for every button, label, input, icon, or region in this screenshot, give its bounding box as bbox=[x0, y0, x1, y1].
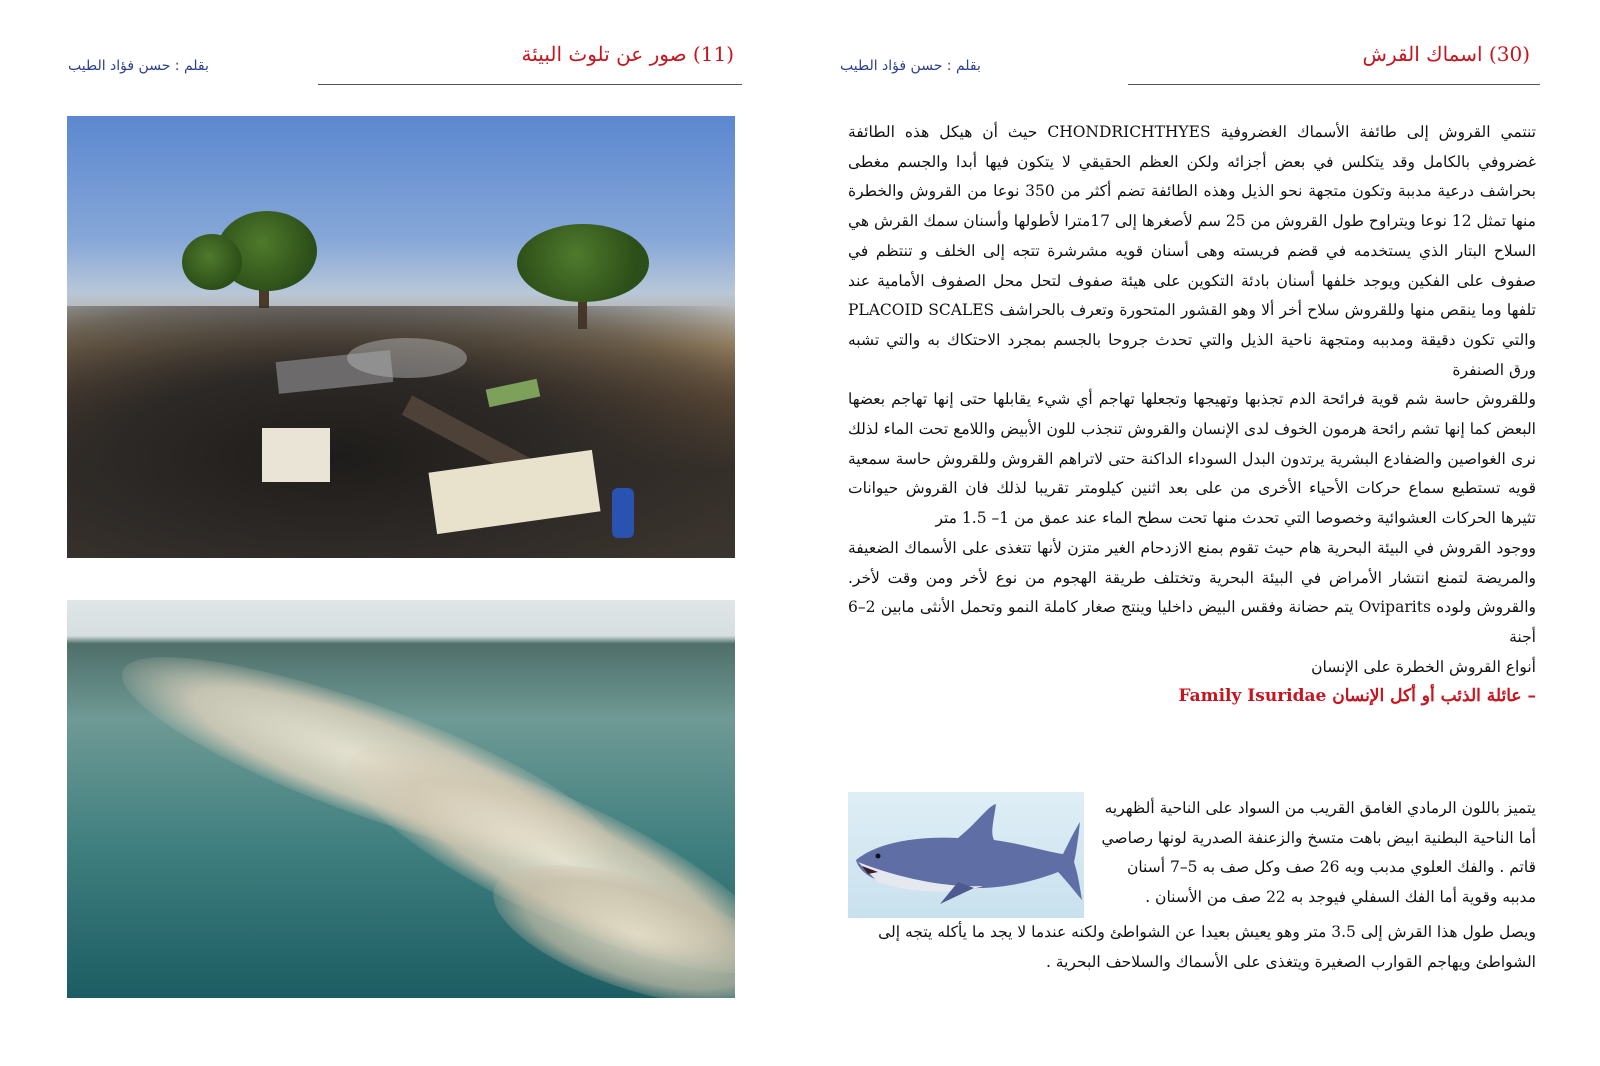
right-page-author: بقلم : حسن فؤاد الطيب bbox=[840, 58, 981, 74]
smoke bbox=[347, 338, 467, 378]
closing-text: ويصل طول هذا القرش إلى 3.5 متر وهو يعيش بعيدا عن الشواطئ ولكنه عندما لا يجد ما يأكله يتجه إلى الشواطئ ويهاجم القوارب الصغيرة ويتغذى على الأسماك والسلاحف البحرية . bbox=[878, 923, 1536, 971]
right-page-title: (30) اسماك القرش bbox=[1362, 42, 1530, 66]
burning-dump-photo bbox=[67, 116, 735, 558]
shark-eye bbox=[876, 854, 881, 859]
article-paragraph-2: وللقروش حاسة شم قوية فرائحة الدم تجذبها وتهيجها وتجعلها تهاجم أي شيء يقابلها حتى إنها تهاجم بعضها البعض كما إنها تشم رائحة هرمون الخوف لدى الإنسان والقروش تنجذب للون الأبيض واللامع تحت الماء لذلك نرى الغواصين والضفادع البشرية يرتدون البدل السوداء الداكنة حتى لاتراهم القروش وللقروش حاسة سمعية قويه تستطيع سماع حركات الأحياء الأخرى من على بعد اثنين كيلومتر تقريبا لذلك فان القروش حيوانات تثيرها الحركات العشوائية وخصوصا التي تحدث منها تحت سطح الماء عند عمق من 1– 1.5 متر bbox=[848, 390, 1536, 528]
right-header-rule bbox=[1128, 84, 1540, 85]
dead-fish-water-photo bbox=[67, 600, 735, 998]
shark-illustration bbox=[848, 792, 1084, 918]
article-paragraph-1: تنتمي القروش إلى طائفة الأسماك الغضروفية CHONDRICHTHYES حيث أن هيكل هذه الطائفة غضروفي بالكامل وقد يتكلس في بعض أجزائه ولكن العظم الحقيقي لا يتكون فيها أبدا والجسم مغطى بحراشف درعية مدببة وتكون متجهة نحو الذيل وهذه الطائفة تضم أكثر من 350 نوعا من القروش والخطرة منها تمثل 12 نوعا ويتراوح طول القروش من 25 سم لأصغرها إلى 17مترا لأطولها وأسنان سمك القرش هي السلاح البتار الذي يستخدمه في قضم فريسته وهى أسنان قويه مشرشرة تتجه إلى الخلف و تنتظم في صفوف على الفكين ويوجد خلفها أسنان بادئة التكوين على هيئة صفوف لتحل محل الصفوف الأمامية عند تلفها وما ينقص منها وللقروش سلاح أخر ألا وهو القشور المتحورة وتعرف بالحراشف PLACOID SCALES والتي تكون دقيقة ومدببه ومتجهة ناحية الذيل والتي تحدث جروحا بالجسم بمجرد الاحتكاك به والتي تشبه ورق الصنفرة bbox=[848, 123, 1536, 379]
debris-bucket bbox=[262, 428, 330, 482]
family-isuridae-subheading: – عائلة الذئب أو أكل الإنسان Family Isuridae bbox=[1178, 686, 1536, 707]
left-page-title: (11) صور عن تلوث البيئة bbox=[521, 42, 734, 66]
tree-left-2 bbox=[182, 234, 242, 290]
article-paragraph-3: ووجود القروش في البيئة البحرية هام حيث تقوم بمنع الازدحام الغير متزن لأنها تتغذى على الأسماك الضعيفة والمريضة لتمنع انتشار الأمراض في البيئة البحرية وتختلف طريقة الهجوم من نوع لأخر ومن وقت لأخر. والقروش ولوده Oviparits يتم حضانة وفقس البيض داخليا وينتج صغار كاملة النمو وتحمل الأنثى مابين 2–6 أجنة bbox=[848, 538, 1536, 646]
closing-paragraph bbox=[848, 918, 1536, 977]
article-paragraph-4: أنواع القروش الخطرة على الإنسان bbox=[1311, 657, 1536, 676]
left-page-author: بقلم : حسن فؤاد الطيب bbox=[68, 58, 209, 74]
shark-body bbox=[856, 804, 1082, 900]
shark-line-1: يتميز باللون الرمادي الغامق القريب من السواد على الناحية ألظهريه bbox=[1104, 799, 1536, 817]
left-header-rule bbox=[318, 84, 742, 85]
tree-right bbox=[517, 224, 649, 302]
shark-description bbox=[1096, 794, 1536, 913]
shark-line-2: أما الناحية البطنية ابيض باهت متسخ والزعنفة الصدرية لونها رصاصي bbox=[1101, 828, 1536, 847]
shark-line-4: مدببه وقوية أما الفك السفلي فيوجد به 22 صف من الأسنان . bbox=[1145, 888, 1536, 907]
article-body bbox=[848, 118, 1536, 712]
right-page bbox=[790, 0, 1600, 1066]
left-page bbox=[0, 0, 790, 1066]
debris-bottle bbox=[612, 488, 634, 538]
shark-line-3: قاتم . والفك العلوي مدبب وبه 26 صف وكل صف به 5–7 أسنان bbox=[1126, 858, 1536, 877]
